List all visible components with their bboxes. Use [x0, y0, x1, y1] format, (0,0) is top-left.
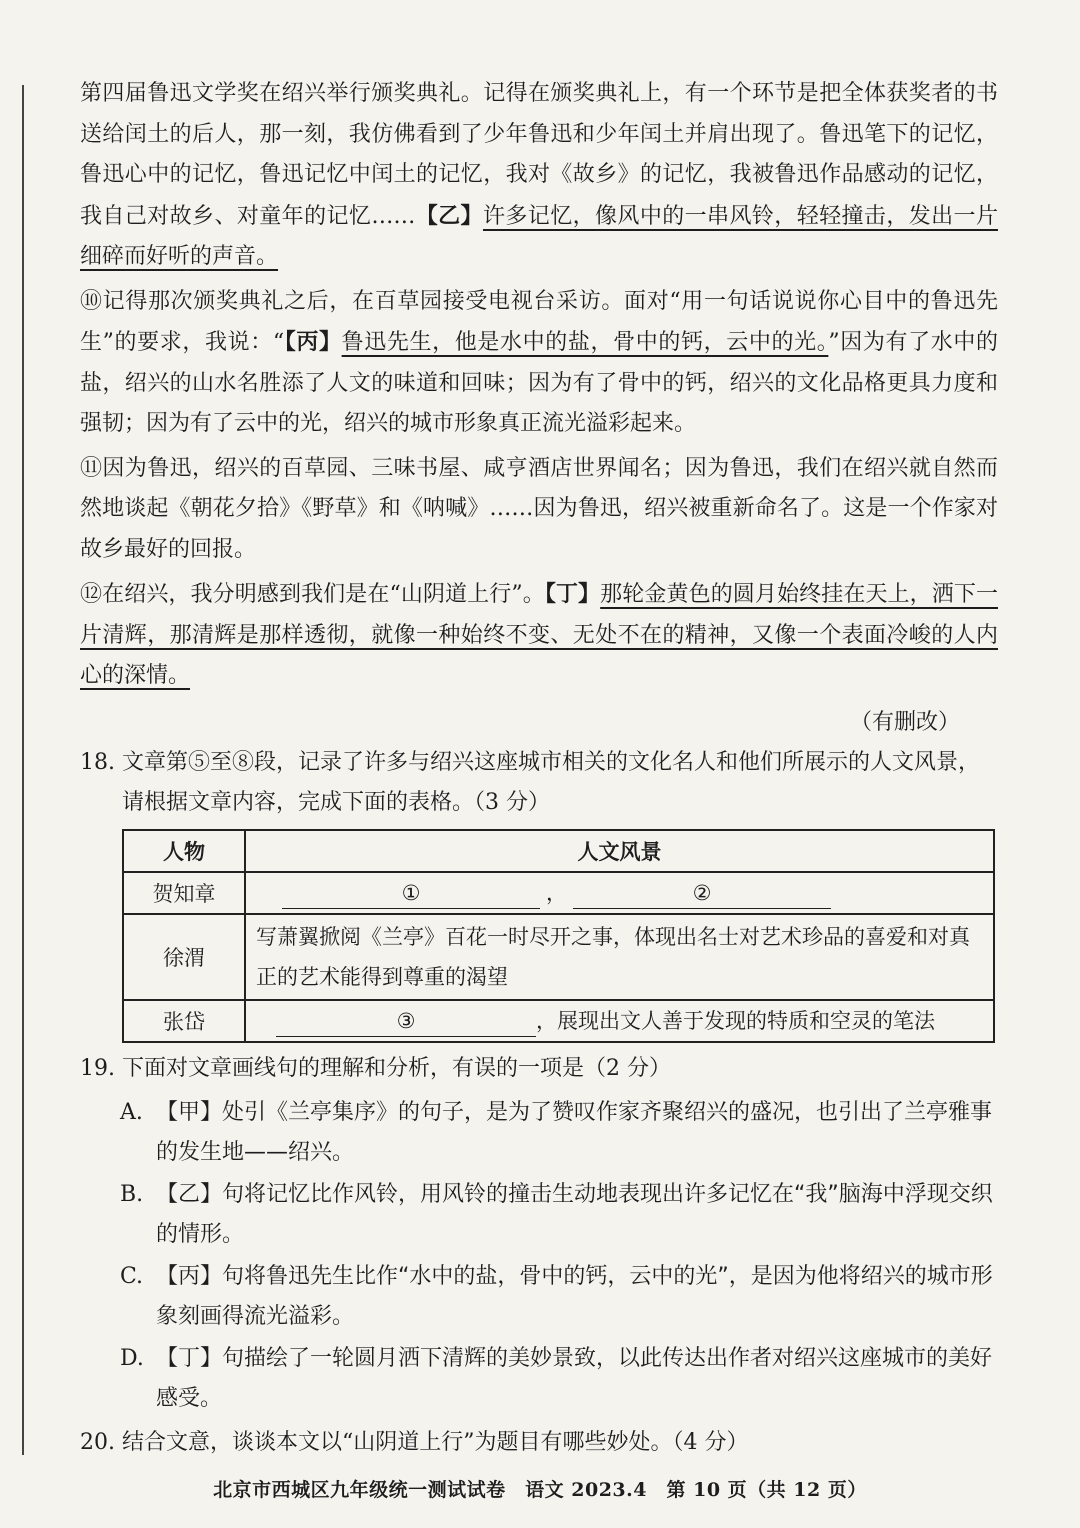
row3-text: ，展现出文人善于发现的特质和空灵的笔法	[536, 1008, 935, 1033]
header-person: 人物	[123, 830, 245, 872]
row3-person: 张岱	[123, 1000, 245, 1042]
binding-margin-line	[22, 85, 24, 1455]
question-20-text: 结合文意，谈谈本文以“山阴道上行”为题目有哪些妙处。（4 分）	[122, 1429, 749, 1455]
table-row	[123, 914, 994, 1000]
paragraph-12	[80, 574, 998, 697]
question-18	[80, 743, 998, 823]
page-footer: 北京市西城区九年级统一测试试卷 语文 2023.4 第 10 页（共 12 页）	[213, 1479, 867, 1501]
row2-person: 徐渭	[123, 914, 245, 1000]
paragraph-9	[80, 74, 998, 278]
culture-table	[122, 829, 995, 1043]
paragraph-10-end: ”因为有了水中的盐，绍兴的山水名胜添了人文的味道和回味；因为有了骨中的钙，绍兴的文化品格更具力度和强韧；因为有了云中的光，绍兴的城市形象真正流光溢彩起来。	[80, 330, 998, 436]
abridged-note: （有删改）	[849, 709, 960, 735]
header-scene: 人文风景	[245, 830, 994, 872]
paragraph-9-text: 第四届鲁迅文学奖在绍兴举行颁奖典礼。记得在颁奖典礼上，有一个环节是把全体获奖者的书送给闰土的后人，那一刻，我仿佛看到了少年鲁迅和少年闰土并肩出现了。鲁迅笔下的记忆，鲁迅心中的记忆，鲁迅记忆中闰土的记忆，我对《故乡》的记忆，我被鲁迅作品感动的记忆，我自己对故乡、对童年的记忆……	[80, 81, 998, 229]
answer-blank-1[interactable]: ①	[282, 878, 540, 909]
question-19-text: 下面对文章画线句的理解和分析，有误的一项是（2 分）	[122, 1055, 671, 1081]
option-c-text: 【丙】句将鲁迅先生比作“水中的盐，骨中的钙，云中的光”，是因为他将绍兴的城市形象刻画得流光溢彩。	[156, 1263, 993, 1329]
row1-scene	[245, 872, 994, 914]
question-20-number: 20.	[80, 1429, 115, 1455]
question-18-number: 18.	[80, 749, 115, 775]
row1-separator: ，	[546, 880, 567, 905]
underlined-sentence-ding: 那轮金黄色的圆月始终挂在天上，洒下一片清辉，那清辉是那样透彻，就像一种始终不变、无处不在的精神，又像一个表面冷峻的人内心的深情。	[80, 582, 998, 688]
paragraph-10-start: ⑩记得那次颁奖典礼之后，在百草园接受电视台采访。面对“用一句话说说你心目中的鲁迅先生”的要求，我说：“	[80, 288, 998, 355]
option-a[interactable]	[120, 1093, 998, 1173]
option-a-label: A.	[120, 1099, 143, 1125]
paragraph-11: ⑪因为鲁迅，绍兴的百草园、三味书屋、咸亨酒店世界闻名；因为鲁迅，我们在绍兴就自然而然地谈起《朝花夕拾》《野草》和《呐喊》……因为鲁迅，绍兴被重新命名了。这是一个作家对故乡最好的回报。	[80, 455, 998, 562]
row1-person: 贺知章	[123, 872, 245, 914]
question-19-number: 19.	[80, 1055, 115, 1081]
option-d-label: D.	[120, 1345, 144, 1371]
option-b[interactable]	[120, 1175, 998, 1255]
table-header-row	[123, 830, 994, 872]
table-row	[123, 1000, 994, 1042]
option-b-label: B.	[120, 1181, 144, 1207]
underlined-sentence-bing: 鲁迅先生，他是水中的盐，骨中的钙，云中的光。	[341, 330, 829, 355]
underlined-sentence-yi: 许多记忆，像风中的一串风铃，轻轻撞击，发出一片细碎而好听的声音。	[80, 203, 998, 269]
question-20	[80, 1423, 998, 1463]
question-18-text: 文章第⑤至⑧段，记录了许多与绍兴这座城市相关的文化名人和他们所展示的人文风景，请根据文章内容，完成下面的表格。（3 分）	[122, 749, 981, 815]
option-c[interactable]	[120, 1257, 998, 1337]
paragraph-10	[80, 282, 998, 445]
answer-blank-2[interactable]: ②	[573, 878, 831, 909]
mark-ding: 【丁】	[544, 581, 601, 607]
option-c-label: C.	[120, 1263, 144, 1289]
option-b-text: 【乙】句将记忆比作风铃，用风铃的撞击生动地表现出许多记忆在“我”脑海中浮现交织的情形。	[156, 1181, 993, 1247]
row3-scene	[245, 1000, 994, 1042]
mark-yi: 【乙】	[415, 202, 483, 229]
mark-bing: 【丙】	[284, 329, 342, 355]
table-row	[123, 872, 994, 914]
option-d[interactable]	[120, 1339, 998, 1419]
answer-blank-3[interactable]: ③	[276, 1006, 536, 1037]
option-a-text: 【甲】处引《兰亭集序》的句子，是为了赞叹作家齐聚绍兴的盛况，也引出了兰亭雅事的发生地——绍兴。	[156, 1099, 993, 1165]
question-19	[80, 1049, 998, 1089]
paragraph-12-start: ⑫在绍兴，我分明感到我们是在“山阴道上行”。	[80, 582, 545, 607]
row2-scene: 写萧翼掀阅《兰亭》百花一时尽开之事，体现出名士对艺术珍品的喜爱和对真正的艺术能得到尊重的渴望	[245, 914, 994, 1000]
exam-page	[80, 74, 998, 1463]
option-d-text: 【丁】句描绘了一轮圆月洒下清辉的美妙景致，以此传达出作者对绍兴这座城市的美好感受。	[156, 1345, 993, 1411]
